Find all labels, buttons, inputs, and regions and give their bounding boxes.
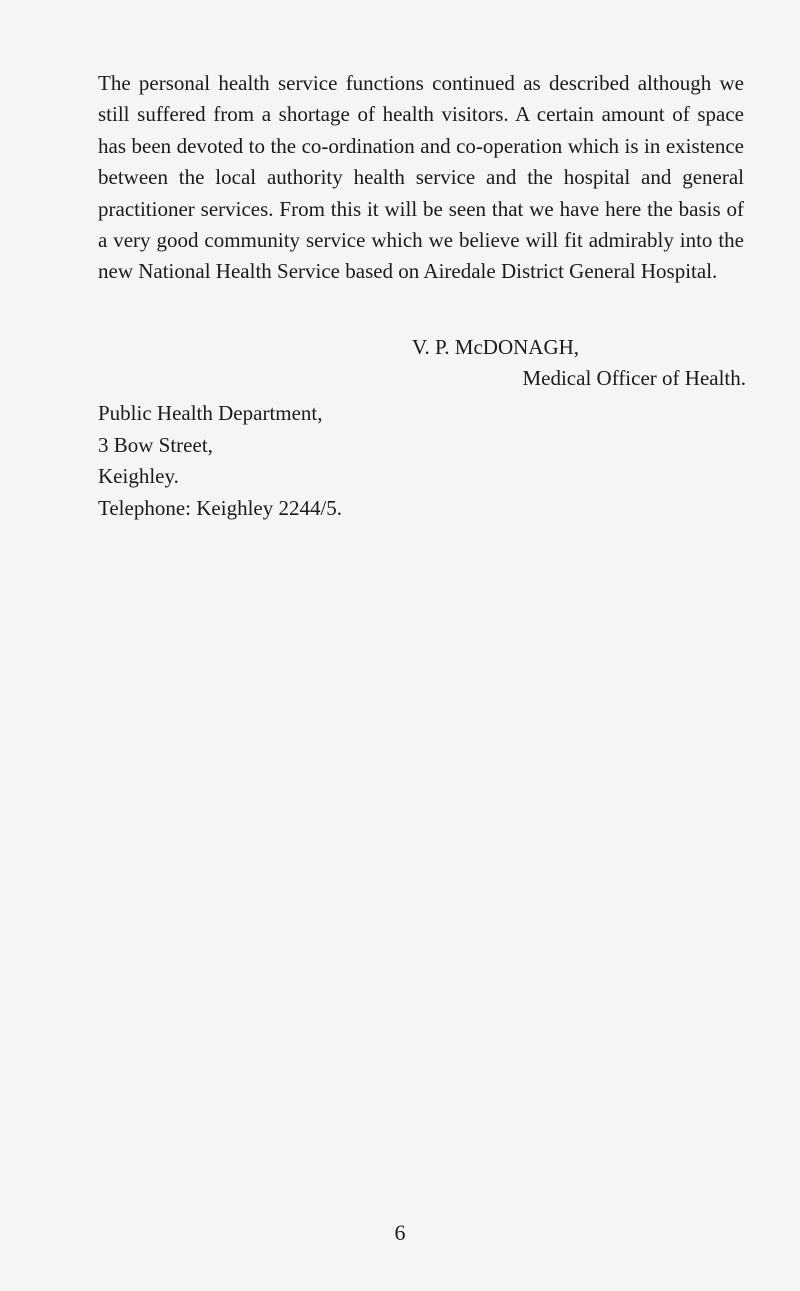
address-department: Public Health Department, bbox=[98, 401, 323, 425]
address-telephone: Telephone: Keighley 2244/5. bbox=[98, 495, 343, 520]
signature-block bbox=[390, 332, 746, 394]
signatory-name: V. P. McDONAGH, bbox=[412, 335, 580, 359]
address-block bbox=[98, 398, 498, 524]
body-paragraph: The personal health service functions continued as described although we still suffered from a shortage of health visitors. A certain amount of space has been devoted to the co-ordination and co-operation which is in existence between the local authority health service and the hospital and general practitioner services. From this it will be seen that we have here the basis of a very good community service which we believe will fit admirably into the new National Health Service based on Airedale District General Hospital. bbox=[98, 71, 744, 284]
page-number: 6 bbox=[394, 1220, 406, 1245]
signatory-title: Medical Officer of Health. bbox=[522, 366, 746, 390]
address-street: 3 Bow Street, bbox=[98, 432, 213, 457]
address-town: Keighley. bbox=[98, 464, 179, 488]
